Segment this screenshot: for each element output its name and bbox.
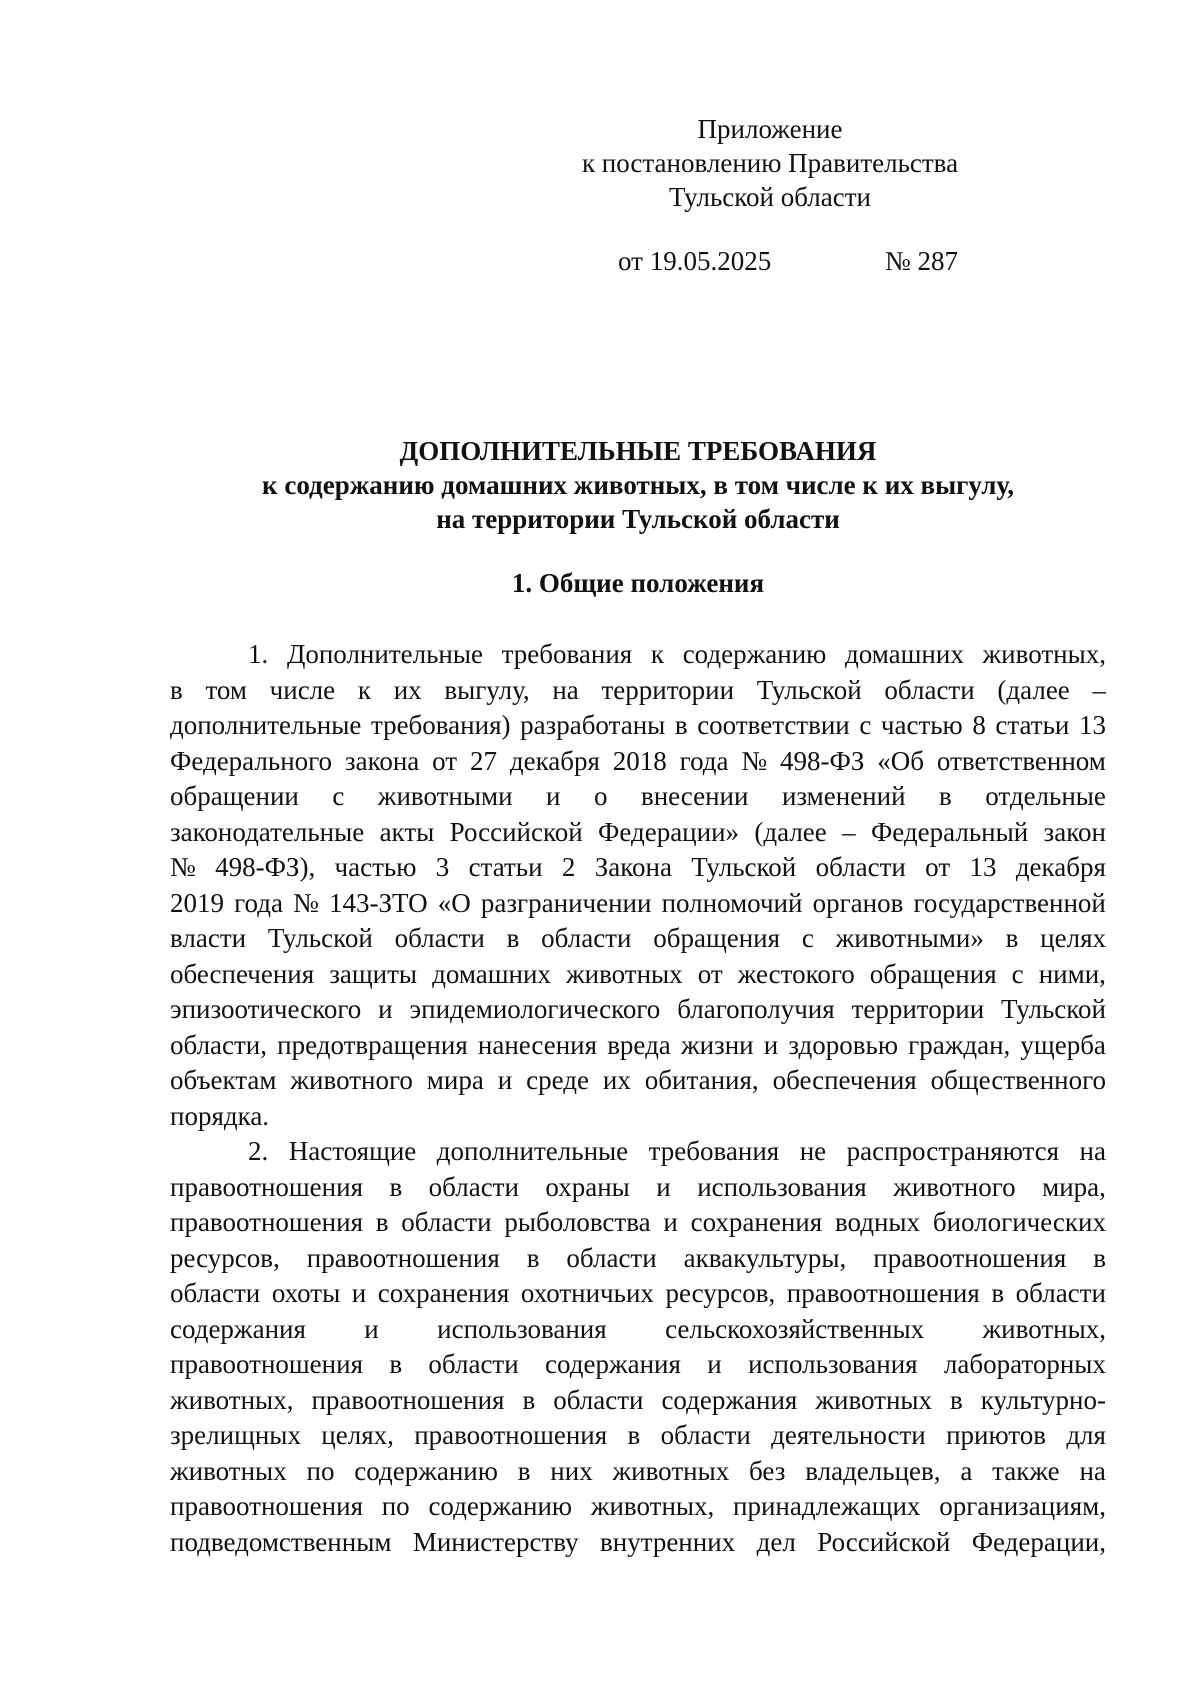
body-word: в	[522, 1384, 536, 1415]
body-word: 27	[469, 745, 497, 776]
body-word: культурно-	[980, 1384, 1106, 1415]
body-word: благополучия	[677, 994, 835, 1024]
body-word: 8	[972, 710, 986, 740]
resolution-date: от 19.05.2025	[618, 246, 772, 276]
body-word: 498-ФЗ),	[215, 852, 316, 882]
body-word: них	[550, 1455, 593, 1486]
body-word: в	[517, 1455, 531, 1486]
body-word: Тульской	[267, 923, 373, 953]
body-word: и	[351, 1278, 367, 1308]
body-word: граждан,	[908, 1029, 1011, 1060]
body-word: защиты	[329, 958, 418, 989]
body-word: частью	[880, 710, 963, 740]
body-word: содержания	[170, 1313, 306, 1344]
body-word: области	[1015, 1278, 1106, 1308]
body-word: области	[428, 1349, 519, 1379]
body-word: животных,	[982, 1313, 1106, 1344]
body-word: «О	[437, 887, 471, 918]
body-word: содержания	[661, 1384, 798, 1415]
body-word: правоотношения	[786, 1278, 980, 1308]
body-word: сельскохозяйственных	[665, 1313, 925, 1344]
body-word: Настоящие	[288, 1136, 417, 1166]
body-word: в	[506, 923, 520, 953]
body-word: содержанию	[354, 1455, 498, 1486]
body-word: правоотношения	[311, 1384, 505, 1415]
body-word: в	[375, 1207, 389, 1237]
body-word: закона	[344, 745, 420, 776]
body-word: Федерального	[170, 745, 333, 776]
body-word: –	[842, 816, 856, 847]
body-word: в	[526, 1242, 540, 1273]
body-word: области	[553, 1384, 644, 1415]
body-line	[170, 1241, 1106, 1277]
body-word: правоотношения	[170, 1349, 363, 1379]
body-word: использования	[697, 1171, 867, 1202]
body-word: здоровью	[788, 1029, 898, 1060]
body-word: объектам	[170, 1065, 277, 1095]
body-word: приютов	[946, 1420, 1046, 1450]
body-word: области	[428, 1171, 519, 1202]
body-word: Федеральный	[870, 816, 1029, 847]
body-word: года	[679, 745, 729, 776]
body-word: к	[650, 639, 665, 669]
body-word: сохранения	[377, 1278, 510, 1308]
body-word: на	[1079, 1455, 1106, 1486]
body-word: №	[741, 745, 768, 776]
body-word: территории	[851, 994, 985, 1024]
body-word: принадлежащих	[733, 1491, 921, 1521]
body-word: 2	[561, 852, 576, 882]
body-word: домашних	[432, 958, 551, 989]
body-line	[170, 1489, 1106, 1525]
body-word: требования	[648, 1136, 780, 1166]
body-line	[170, 850, 1106, 886]
body-word: лабораторных	[943, 1349, 1106, 1379]
body-word: области	[394, 923, 485, 953]
body-word: государственной	[913, 887, 1106, 918]
body-word: Тульской	[691, 852, 797, 882]
body-word: 1.	[248, 639, 269, 669]
body-word: декабря	[509, 745, 600, 776]
body-word: правоотношения	[170, 1171, 363, 1202]
body-word: предотвращения	[277, 1029, 468, 1060]
body-word: без	[749, 1455, 786, 1486]
body-line	[170, 1134, 1106, 1170]
body-word: биологических	[932, 1207, 1106, 1237]
body-word: декабря	[1015, 852, 1106, 882]
body-word: внесении	[640, 781, 749, 811]
body-word: дел	[756, 1526, 796, 1557]
body-line	[170, 1170, 1106, 1206]
body-word: животных,	[590, 1491, 715, 1521]
body-word: отдельные	[985, 781, 1106, 811]
title-line: на территории Тульской области	[436, 504, 840, 534]
body-line	[170, 673, 1106, 709]
body-word: (далее	[997, 674, 1070, 705]
body-word: №	[293, 887, 319, 918]
body-word: жизни	[680, 1029, 754, 1060]
body-word: года	[234, 887, 283, 918]
resolution-number: № 287	[885, 246, 959, 276]
body-word: мира,	[1042, 1171, 1106, 1202]
body-word: животных	[565, 958, 683, 989]
body-word: обитания,	[644, 1065, 759, 1095]
body-word: и	[763, 1029, 779, 1060]
body-word: жестокого	[737, 958, 855, 989]
body-word: целях,	[321, 1420, 394, 1450]
body-word: Министерству	[412, 1526, 579, 1557]
body-word: 498-ФЗ	[780, 745, 865, 776]
body-word: выгулу,	[444, 674, 530, 705]
body-word: и	[378, 994, 393, 1024]
body-word: обеспечения	[170, 958, 315, 989]
body-word: в	[674, 710, 688, 740]
body-word: соответствии	[697, 710, 850, 740]
body-word: области	[170, 1278, 261, 1308]
title-line: к содержанию домашних животных, в том числе к их выгулу,	[262, 470, 1014, 500]
body-word: в	[389, 1171, 403, 1202]
body-line	[170, 957, 1106, 993]
body-word: аквакультуры,	[683, 1242, 847, 1273]
appendix-line: Тульской области	[669, 182, 871, 212]
body-word: и	[546, 781, 561, 811]
body-word: в	[627, 1420, 641, 1450]
body-word: использования	[437, 1313, 607, 1344]
body-word: животных,	[170, 1384, 294, 1415]
body-word: обеспечения	[772, 1065, 917, 1095]
body-word: на	[1079, 1136, 1106, 1166]
body-word: охотничьих	[520, 1278, 654, 1308]
body-word: разработаны	[520, 710, 666, 740]
body-word: животными	[377, 781, 513, 811]
body-word: на	[552, 674, 579, 705]
body-word: –	[1092, 674, 1106, 705]
body-word: от	[432, 745, 458, 776]
body-word: в	[939, 781, 952, 811]
body-word: в	[389, 1349, 403, 1379]
body-word: в	[170, 674, 183, 705]
body-word: правоотношения	[306, 1242, 500, 1273]
body-line	[170, 1347, 1106, 1383]
body-word: среде	[526, 1065, 589, 1095]
body-word: территории	[601, 674, 735, 705]
body-word: области	[566, 1242, 657, 1273]
body-word: «Об	[877, 745, 925, 776]
body-line	[170, 1383, 1106, 1419]
body-word: Федерации»	[598, 816, 740, 847]
body-word: области	[541, 923, 632, 953]
body-word: с	[801, 923, 814, 953]
body-word: области	[815, 852, 906, 882]
body-word: не	[799, 1136, 827, 1166]
body-word: и	[707, 1349, 722, 1379]
body-word: власти	[170, 923, 247, 953]
body-word: Дополнительные	[286, 639, 483, 669]
body-word: (далее	[754, 816, 827, 847]
body-word: от	[925, 852, 951, 882]
body-word: области	[884, 674, 975, 705]
body-line	[170, 1418, 1106, 1454]
body-word: Российской	[449, 816, 583, 847]
body-word: требования)	[370, 710, 511, 740]
body-text	[170, 637, 1106, 1560]
body-word: их	[602, 1065, 631, 1095]
title-line: ДОПОЛНИТЕЛЬНЫЕ ТРЕБОВАНИЯ	[399, 436, 877, 466]
body-line	[170, 779, 1106, 815]
body-word: эпизоотического	[170, 994, 362, 1024]
body-word: Тульской	[1001, 994, 1106, 1024]
body-word: в	[950, 1384, 963, 1415]
body-word: правоотношения	[170, 1207, 363, 1237]
body-word: с	[332, 781, 345, 811]
body-word: статьи	[468, 852, 543, 882]
body-word: ресурсов,	[665, 1278, 776, 1308]
body-line	[170, 1063, 1106, 1099]
body-word: статьи	[995, 710, 1070, 740]
body-line	[170, 1525, 1106, 1561]
body-word: и	[364, 1313, 379, 1344]
body-line	[170, 992, 1106, 1028]
body-word: охоты	[271, 1278, 341, 1308]
body-word: области	[660, 1420, 751, 1450]
body-word: эпидемиологического	[409, 994, 661, 1024]
body-line	[170, 1312, 1106, 1348]
body-line	[170, 886, 1106, 922]
body-word: о	[593, 781, 608, 811]
body-word: содержанию	[682, 639, 827, 669]
body-word: использования	[748, 1349, 918, 1379]
body-word: целях	[1040, 923, 1106, 953]
body-line	[170, 1454, 1106, 1490]
body-word: Тульской	[756, 674, 862, 705]
body-word: ресурсов,	[170, 1242, 280, 1273]
section-heading: 1. Общие положения	[511, 568, 765, 598]
body-word: законодательные	[170, 816, 365, 847]
body-word: ответственном	[936, 745, 1106, 776]
body-word: органов	[812, 887, 904, 918]
body-word: 3	[435, 852, 450, 882]
body-word: частью	[334, 852, 417, 882]
body-word: организациям,	[939, 1491, 1106, 1521]
body-line	[170, 1205, 1106, 1241]
body-word: рыболовства	[504, 1207, 651, 1237]
body-word: животного	[290, 1065, 413, 1095]
body-line	[170, 637, 1106, 673]
body-word: охраны	[545, 1171, 630, 1202]
body-word: в	[1005, 923, 1019, 953]
body-word: в	[991, 1278, 1005, 1308]
body-word: полномочий	[661, 887, 803, 918]
body-word: к	[357, 674, 371, 705]
body-line	[170, 708, 1106, 744]
body-word: Федерации,	[971, 1526, 1106, 1557]
body-word: обращения	[869, 958, 997, 989]
document-title	[170, 434, 1106, 536]
body-word: животных	[612, 1455, 730, 1486]
body-word: водных	[834, 1207, 921, 1237]
body-word: по	[306, 1455, 335, 1486]
body-line	[170, 1028, 1106, 1064]
appendix-line: к постановлению Правительства	[581, 148, 959, 178]
body-word: зрелищных	[170, 1420, 301, 1450]
body-line	[170, 1099, 1106, 1135]
body-word: содержанию	[428, 1491, 573, 1521]
body-word: и	[497, 1065, 513, 1095]
body-word: животных,	[982, 639, 1106, 669]
body-word: внутренних	[600, 1526, 736, 1557]
body-word: животных	[815, 1384, 933, 1415]
body-word: требования	[501, 639, 633, 669]
body-word: распространяются	[846, 1136, 1060, 1166]
body-word: с	[1011, 958, 1024, 989]
body-word: от	[697, 958, 723, 989]
body-word: вреда	[607, 1029, 671, 1060]
body-word: 2.	[248, 1136, 269, 1166]
body-word: в	[1093, 1242, 1106, 1273]
body-word: числе	[269, 674, 336, 705]
body-word: 143-ЗТО	[329, 887, 428, 918]
body-word: содержания	[545, 1349, 681, 1379]
body-word: мира	[426, 1065, 484, 1095]
body-word: нанесения	[477, 1029, 598, 1060]
body-word: животного	[893, 1171, 1016, 1202]
body-word: также	[992, 1455, 1060, 1486]
body-word: акты	[379, 816, 435, 847]
appendix-header	[560, 112, 980, 214]
appendix-line: Приложение	[697, 114, 843, 144]
body-word: области	[401, 1207, 492, 1237]
body-word: 2019	[170, 887, 224, 918]
body-word: владельцев,	[805, 1455, 941, 1486]
body-word: правоотношения	[414, 1420, 608, 1450]
body-word: Закона	[594, 852, 672, 882]
body-word: правоотношения	[170, 1491, 363, 1521]
body-word: деятельности	[771, 1420, 926, 1450]
body-word: для	[1066, 1420, 1106, 1450]
body-word: правоотношения	[873, 1242, 1067, 1273]
body-word: и	[656, 1171, 671, 1202]
body-word: животными»	[835, 923, 984, 953]
body-word: ущерба	[1020, 1029, 1106, 1060]
body-word: подведомственным	[170, 1526, 392, 1557]
body-word: закон	[1043, 816, 1106, 847]
body-word: ними,	[1038, 958, 1106, 989]
body-line	[170, 815, 1106, 851]
body-word: порядка.	[170, 1100, 270, 1131]
body-word: по	[381, 1491, 410, 1521]
body-word: с	[859, 710, 872, 740]
body-word: 2018	[612, 745, 667, 776]
body-line	[170, 1276, 1106, 1312]
body-word: дополнительные	[170, 710, 362, 740]
body-word: Российской	[817, 1526, 951, 1557]
body-word: области,	[170, 1029, 268, 1060]
body-word: сохранения	[690, 1207, 823, 1237]
body-word: том	[205, 674, 247, 705]
body-word: обращения	[653, 923, 781, 953]
body-word: №	[170, 852, 196, 882]
body-word: домашних	[845, 639, 964, 669]
body-line	[170, 921, 1106, 957]
body-word: и	[663, 1207, 678, 1237]
body-word: 13	[969, 852, 997, 882]
body-word: а	[960, 1455, 973, 1486]
body-word: обращении	[170, 781, 299, 811]
body-word: их	[393, 674, 422, 705]
body-word: животных	[170, 1455, 287, 1486]
body-word: разграничении	[480, 887, 652, 918]
body-word: общественного	[930, 1065, 1106, 1095]
body-word: дополнительные	[436, 1136, 629, 1166]
body-word: 13	[1078, 710, 1106, 740]
body-line	[170, 744, 1106, 780]
body-word: изменений	[781, 781, 906, 811]
